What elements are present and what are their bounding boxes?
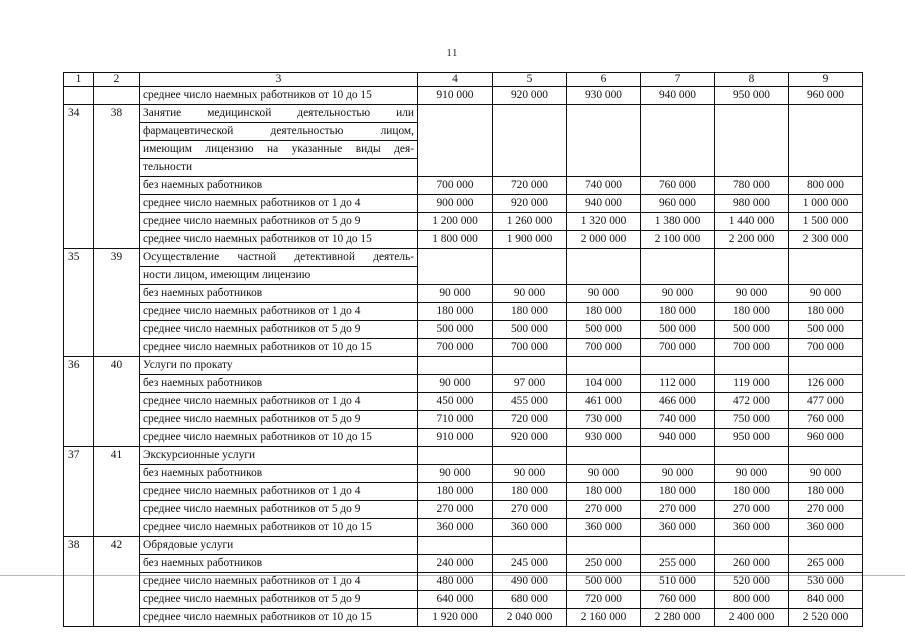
empty-cell — [493, 447, 567, 465]
empty-cell — [418, 105, 493, 177]
value-cell: 700 000 — [641, 339, 715, 357]
value-cell: 90 000 — [567, 465, 641, 483]
value-cell: 500 000 — [641, 321, 715, 339]
value-cell: 90 000 — [418, 285, 493, 303]
value-cell: 90 000 — [493, 285, 567, 303]
value-cell: 2 100 000 — [641, 231, 715, 249]
row-label: среднее число наемных работников от 5 до 9 — [140, 321, 418, 339]
value-cell: 720 000 — [493, 411, 567, 429]
value-cell: 510 000 — [641, 573, 715, 591]
column-header: 5 — [493, 73, 567, 87]
value-cell: 180 000 — [789, 303, 863, 321]
value-cell: 1 200 000 — [418, 213, 493, 231]
value-cell: 760 000 — [641, 591, 715, 609]
value-cell: 180 000 — [641, 303, 715, 321]
value-cell: 950 000 — [715, 429, 789, 447]
value-cell: 360 000 — [789, 519, 863, 537]
empty-cell — [418, 447, 493, 465]
value-cell: 360 000 — [493, 519, 567, 537]
value-cell: 90 000 — [418, 465, 493, 483]
value-cell: 500 000 — [789, 321, 863, 339]
table-row — [64, 555, 863, 573]
group-title-line: ности лицом, имеющим лицензию — [140, 267, 418, 285]
group-title-row — [64, 537, 863, 555]
value-cell: 270 000 — [567, 501, 641, 519]
value-cell: 90 000 — [418, 375, 493, 393]
group-code: 40 — [94, 357, 140, 447]
group-title-line: Экскурсионные услуги — [140, 447, 418, 465]
group-title-row — [64, 357, 863, 375]
group-title-row — [64, 447, 863, 465]
row-label: среднее число наемных работников от 1 до 4 — [140, 483, 418, 501]
value-cell: 720 000 — [567, 591, 641, 609]
empty-cell — [493, 105, 567, 177]
value-cell: 90 000 — [789, 465, 863, 483]
column-header: 2 — [94, 73, 140, 87]
empty-cell — [567, 357, 641, 375]
value-cell: 466 000 — [641, 393, 715, 411]
empty-cell — [493, 537, 567, 555]
table-row — [64, 321, 863, 339]
value-cell: 920 000 — [493, 195, 567, 213]
value-cell: 270 000 — [493, 501, 567, 519]
value-cell: 2 040 000 — [493, 609, 567, 627]
value-cell: 960 000 — [789, 429, 863, 447]
row-label: среднее число наемных работников от 5 до 9 — [140, 591, 418, 609]
column-header: 4 — [418, 73, 493, 87]
value-cell: 700 000 — [493, 339, 567, 357]
row-label: среднее число наемных работников от 1 до 4 — [140, 303, 418, 321]
table-row — [64, 591, 863, 609]
value-cell: 760 000 — [789, 411, 863, 429]
table-row — [64, 573, 863, 591]
row-label: среднее число наемных работников от 10 до 15 — [140, 339, 418, 357]
value-cell: 1 500 000 — [789, 213, 863, 231]
value-cell: 910 000 — [418, 429, 493, 447]
table-row — [64, 231, 863, 249]
value-cell: 265 000 — [789, 555, 863, 573]
value-cell: 90 000 — [567, 285, 641, 303]
value-cell: 500 000 — [418, 321, 493, 339]
value-cell: 90 000 — [789, 285, 863, 303]
value-cell: 500 000 — [715, 321, 789, 339]
table-row — [64, 285, 863, 303]
value-cell: 180 000 — [493, 483, 567, 501]
value-cell: 2 520 000 — [789, 609, 863, 627]
value-cell: 104 000 — [567, 375, 641, 393]
column-header: 9 — [789, 73, 863, 87]
table-row — [64, 501, 863, 519]
value-cell: 90 000 — [641, 465, 715, 483]
value-cell: 680 000 — [493, 591, 567, 609]
group-title-line: имеющим лицензию на указанные виды дея- — [140, 141, 418, 159]
value-cell: 461 000 — [567, 393, 641, 411]
value-cell: 1 900 000 — [493, 231, 567, 249]
value-cell: 180 000 — [715, 303, 789, 321]
value-cell: 480 000 — [418, 573, 493, 591]
table-row — [64, 609, 863, 627]
value-cell: 97 000 — [493, 375, 567, 393]
empty-cell — [418, 537, 493, 555]
value-cell: 180 000 — [493, 303, 567, 321]
empty-cell — [418, 357, 493, 375]
table-row — [64, 303, 863, 321]
empty-cell — [789, 537, 863, 555]
value-cell: 270 000 — [418, 501, 493, 519]
value-cell: 180 000 — [715, 483, 789, 501]
group-title-line: фармацевтической деятельностью лицом, — [140, 123, 418, 141]
value-cell: 950 000 — [715, 87, 789, 105]
value-cell: 2 200 000 — [715, 231, 789, 249]
table-row — [64, 87, 863, 105]
value-cell: 270 000 — [641, 501, 715, 519]
group-title-line: Занятие медицинской деятельностью или — [140, 105, 418, 123]
value-cell: 1 920 000 — [418, 609, 493, 627]
row-label: без наемных работников — [140, 465, 418, 483]
group-title-line: тельности — [140, 159, 418, 177]
value-cell: 500 000 — [567, 573, 641, 591]
empty-cell — [789, 249, 863, 285]
table-row — [64, 195, 863, 213]
empty-cell — [715, 249, 789, 285]
group-number: 37 — [64, 447, 94, 537]
value-cell: 245 000 — [493, 555, 567, 573]
value-cell: 960 000 — [641, 195, 715, 213]
value-cell: 250 000 — [567, 555, 641, 573]
value-cell: 477 000 — [789, 393, 863, 411]
value-cell: 180 000 — [418, 303, 493, 321]
column-header: 6 — [567, 73, 641, 87]
row-label: без наемных работников — [140, 177, 418, 195]
value-cell: 780 000 — [715, 177, 789, 195]
value-cell: 180 000 — [567, 303, 641, 321]
value-cell: 360 000 — [418, 519, 493, 537]
empty-cell — [715, 537, 789, 555]
row-code-cell — [94, 87, 140, 105]
value-cell: 2 300 000 — [789, 231, 863, 249]
row-label: среднее число наемных работников от 10 до 15 — [140, 429, 418, 447]
empty-cell — [567, 537, 641, 555]
value-cell: 920 000 — [493, 87, 567, 105]
value-cell: 760 000 — [641, 177, 715, 195]
table-row — [64, 465, 863, 483]
value-cell: 750 000 — [715, 411, 789, 429]
value-cell: 910 000 — [418, 87, 493, 105]
value-cell: 2 000 000 — [567, 231, 641, 249]
empty-cell — [715, 357, 789, 375]
empty-cell — [418, 249, 493, 285]
value-cell: 930 000 — [567, 87, 641, 105]
group-number: 35 — [64, 249, 94, 357]
value-cell: 119 000 — [715, 375, 789, 393]
table-row — [64, 177, 863, 195]
row-label: среднее число наемных работников от 10 до 15 — [140, 87, 418, 105]
value-cell: 472 000 — [715, 393, 789, 411]
value-cell: 112 000 — [641, 375, 715, 393]
value-cell: 240 000 — [418, 555, 493, 573]
row-label: среднее число наемных работников от 10 до 15 — [140, 231, 418, 249]
row-number-cell — [64, 87, 94, 105]
page-number: 11 — [446, 48, 459, 59]
value-cell: 710 000 — [418, 411, 493, 429]
value-cell: 1 260 000 — [493, 213, 567, 231]
value-cell: 360 000 — [715, 519, 789, 537]
group-title-row — [64, 105, 863, 123]
value-cell: 500 000 — [567, 321, 641, 339]
group-number: 34 — [64, 105, 94, 249]
row-label: без наемных работников — [140, 285, 418, 303]
value-cell: 2 280 000 — [641, 609, 715, 627]
group-number: 38 — [64, 537, 94, 627]
value-cell: 740 000 — [641, 411, 715, 429]
table-row — [64, 483, 863, 501]
value-cell: 840 000 — [789, 591, 863, 609]
empty-cell — [789, 357, 863, 375]
value-cell: 490 000 — [493, 573, 567, 591]
row-label: без наемных работников — [140, 555, 418, 573]
group-code: 42 — [94, 537, 140, 627]
value-cell: 260 000 — [715, 555, 789, 573]
row-label: среднее число наемных работников от 10 до 15 — [140, 519, 418, 537]
value-cell: 180 000 — [567, 483, 641, 501]
row-label: среднее число наемных работников от 5 до 9 — [140, 213, 418, 231]
empty-cell — [641, 447, 715, 465]
table-row — [64, 519, 863, 537]
value-cell: 700 000 — [418, 177, 493, 195]
value-cell: 960 000 — [789, 87, 863, 105]
group-title-line: Обрядовые услуги — [140, 537, 418, 555]
value-cell: 920 000 — [493, 429, 567, 447]
value-cell: 1 380 000 — [641, 213, 715, 231]
row-label: среднее число наемных работников от 10 до 15 — [140, 609, 418, 627]
table-row — [64, 429, 863, 447]
value-cell: 740 000 — [567, 177, 641, 195]
column-header: 8 — [715, 73, 789, 87]
value-cell: 2 160 000 — [567, 609, 641, 627]
value-cell: 700 000 — [418, 339, 493, 357]
row-label: среднее число наемных работников от 1 до 4 — [140, 195, 418, 213]
value-cell: 1 320 000 — [567, 213, 641, 231]
empty-cell — [493, 357, 567, 375]
table-row — [64, 213, 863, 231]
value-cell: 270 000 — [789, 501, 863, 519]
value-cell: 940 000 — [641, 429, 715, 447]
header-row — [64, 73, 863, 87]
value-cell: 360 000 — [641, 519, 715, 537]
value-cell: 90 000 — [641, 285, 715, 303]
group-title-row — [64, 249, 863, 267]
value-cell: 720 000 — [493, 177, 567, 195]
row-label: среднее число наемных работников от 5 до 9 — [140, 501, 418, 519]
value-cell: 90 000 — [715, 285, 789, 303]
empty-cell — [789, 105, 863, 177]
row-label: среднее число наемных работников от 5 до 9 — [140, 411, 418, 429]
table-body — [64, 73, 863, 627]
value-cell: 900 000 — [418, 195, 493, 213]
value-cell: 90 000 — [715, 465, 789, 483]
group-code: 38 — [94, 105, 140, 249]
value-cell: 450 000 — [418, 393, 493, 411]
empty-cell — [789, 447, 863, 465]
empty-cell — [641, 249, 715, 285]
value-cell: 455 000 — [493, 393, 567, 411]
value-cell: 800 000 — [789, 177, 863, 195]
value-cell: 1 800 000 — [418, 231, 493, 249]
row-label: среднее число наемных работников от 1 до 4 — [140, 393, 418, 411]
value-cell: 520 000 — [715, 573, 789, 591]
value-cell: 1 440 000 — [715, 213, 789, 231]
empty-cell — [641, 105, 715, 177]
value-cell: 126 000 — [789, 375, 863, 393]
value-cell: 700 000 — [789, 339, 863, 357]
table-row — [64, 339, 863, 357]
value-cell: 640 000 — [418, 591, 493, 609]
value-cell: 255 000 — [641, 555, 715, 573]
value-cell: 180 000 — [641, 483, 715, 501]
empty-cell — [641, 537, 715, 555]
value-cell: 90 000 — [493, 465, 567, 483]
empty-cell — [715, 447, 789, 465]
column-header: 1 — [64, 73, 94, 87]
value-cell: 700 000 — [567, 339, 641, 357]
value-cell: 930 000 — [567, 429, 641, 447]
value-cell: 180 000 — [789, 483, 863, 501]
value-cell: 270 000 — [715, 501, 789, 519]
empty-cell — [715, 105, 789, 177]
value-cell: 180 000 — [418, 483, 493, 501]
value-cell: 730 000 — [567, 411, 641, 429]
group-number: 36 — [64, 357, 94, 447]
table-row — [64, 375, 863, 393]
group-code: 39 — [94, 249, 140, 357]
value-cell: 360 000 — [567, 519, 641, 537]
column-header: 7 — [641, 73, 715, 87]
table-row — [64, 411, 863, 429]
value-cell: 1 000 000 — [789, 195, 863, 213]
empty-cell — [641, 357, 715, 375]
empty-cell — [567, 447, 641, 465]
value-cell: 2 400 000 — [715, 609, 789, 627]
value-cell: 700 000 — [715, 339, 789, 357]
value-cell: 500 000 — [493, 321, 567, 339]
value-cell: 980 000 — [715, 195, 789, 213]
row-label: без наемных работников — [140, 375, 418, 393]
tax-rate-table — [63, 72, 863, 627]
group-title-line: Осуществление частной детективной деятель- — [140, 249, 418, 267]
empty-cell — [493, 249, 567, 285]
column-header: 3 — [140, 73, 418, 87]
table-row — [64, 393, 863, 411]
value-cell: 940 000 — [641, 87, 715, 105]
value-cell: 530 000 — [789, 573, 863, 591]
value-cell: 940 000 — [567, 195, 641, 213]
empty-cell — [567, 249, 641, 285]
empty-cell — [567, 105, 641, 177]
row-label: среднее число наемных работников от 1 до 4 — [140, 573, 418, 591]
value-cell: 800 000 — [715, 591, 789, 609]
group-title-line: Услуги по прокату — [140, 357, 418, 375]
group-code: 41 — [94, 447, 140, 537]
